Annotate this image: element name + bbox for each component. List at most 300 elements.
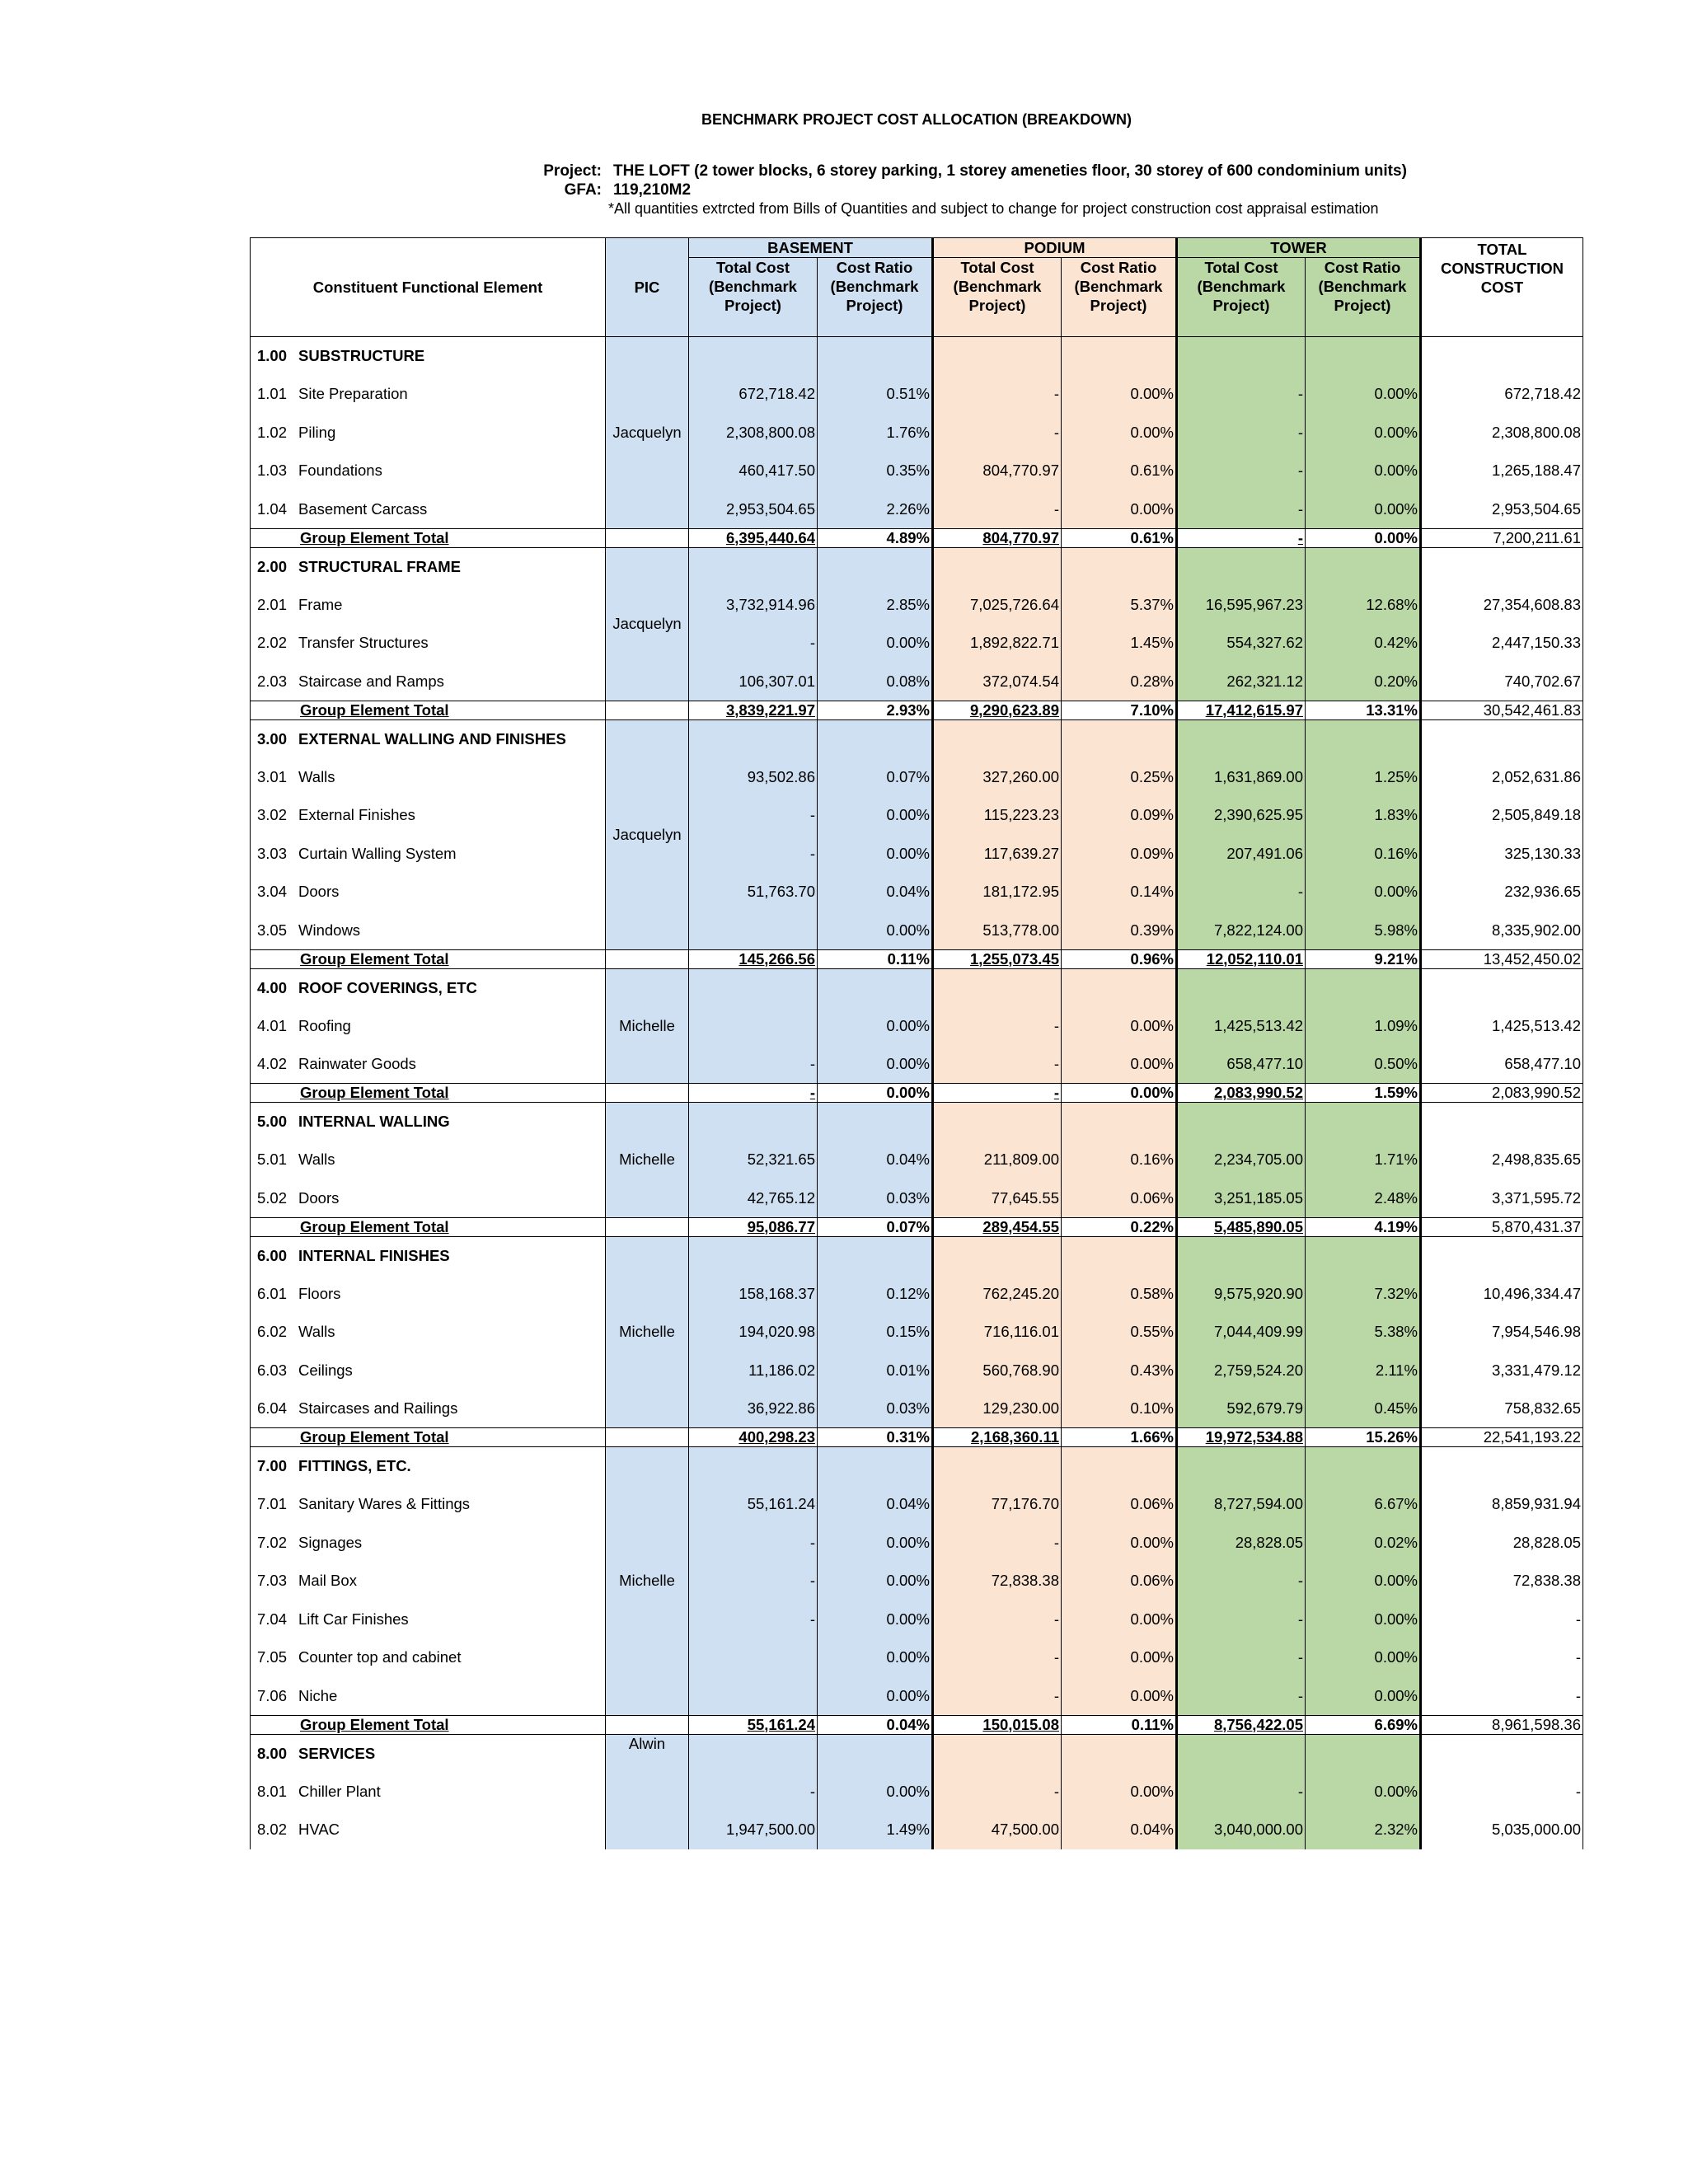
- basement-cost-ratio: 0.00%: [818, 1524, 933, 1563]
- group-total-basement-cost-ratio: 0.31%: [818, 1428, 933, 1447]
- table-row: [251, 1007, 1583, 1046]
- table-row: [251, 1352, 1583, 1390]
- podium-total-cost: -: [933, 1773, 1062, 1811]
- group-total-row: [251, 1217, 1583, 1236]
- empty-cell: [1062, 968, 1177, 1007]
- table-row: [251, 1179, 1583, 1218]
- group-total-row: [251, 528, 1583, 547]
- empty-cell: [1306, 1103, 1421, 1141]
- group-total-podium-cost-ratio: 0.11%: [1062, 1715, 1177, 1734]
- table-row: [251, 1141, 1583, 1179]
- element-name: Niche: [298, 1686, 338, 1704]
- element-cell: [251, 1352, 606, 1390]
- tower-cost-ratio: 0.42%: [1306, 624, 1421, 663]
- tower-cost-ratio: 1.25%: [1306, 758, 1421, 797]
- group-total-podium-total-cost: 1,255,073.45: [933, 949, 1062, 968]
- group-total-label: Group Element Total: [251, 949, 606, 968]
- basement-cost-ratio: 0.07%: [818, 758, 933, 797]
- header-tower-total-cost: Total Cost (Benchmark Project): [1177, 258, 1306, 337]
- element-cell: [251, 490, 606, 529]
- empty-cell: [1421, 547, 1583, 586]
- basement-cost-ratio: 2.26%: [818, 490, 933, 529]
- tower-cost-ratio: 0.00%: [1306, 1638, 1421, 1677]
- total-construction-cost: 7,954,546.98: [1421, 1313, 1583, 1352]
- group-heading: [251, 1447, 606, 1486]
- tower-cost-ratio: 0.00%: [1306, 375, 1421, 414]
- element-cell: [251, 452, 606, 490]
- group-total-row: [251, 1715, 1583, 1734]
- tower-total-cost: 16,595,967.23: [1177, 586, 1306, 625]
- element-name: Walls: [298, 1323, 335, 1341]
- basement-cost-ratio: 1.49%: [818, 1811, 933, 1849]
- podium-cost-ratio: 0.58%: [1062, 1275, 1177, 1314]
- group-total-label: Group Element Total: [251, 1217, 606, 1236]
- basement-total-cost: 52,321.65: [689, 1141, 818, 1179]
- element-code: 2.03: [257, 672, 288, 690]
- empty-cell: [1177, 337, 1306, 376]
- table-row: [251, 1638, 1583, 1677]
- group-total-podium-total-cost: -: [933, 1084, 1062, 1103]
- table-row: [251, 758, 1583, 797]
- tower-cost-ratio: 2.11%: [1306, 1352, 1421, 1390]
- project-value: THE LOFT (2 tower blocks, 6 storey parking, 1 storey ameneties floor, 30 storey of 600 condominium units): [613, 162, 1407, 180]
- header-tower-cost-ratio: Cost Ratio (Benchmark Project): [1306, 258, 1421, 337]
- element-code: 7.05: [257, 1648, 288, 1666]
- element-code: 3.05: [257, 921, 288, 939]
- total-construction-cost: 758,832.65: [1421, 1390, 1583, 1428]
- element-name: Transfer Structures: [298, 634, 429, 652]
- empty-cell: [1306, 1734, 1421, 1773]
- element-name: Floors: [298, 1284, 341, 1302]
- tower-cost-ratio: 0.02%: [1306, 1524, 1421, 1563]
- empty-cell: [689, 1103, 818, 1141]
- element-code: 8.01: [257, 1782, 288, 1800]
- empty-cell: [1421, 968, 1583, 1007]
- element-name: Counter top and cabinet: [298, 1648, 462, 1666]
- header-total-construction: TOTAL CONSTRUCTION COST: [1421, 238, 1583, 337]
- table-row: [251, 452, 1583, 490]
- group-total-label: Group Element Total: [251, 701, 606, 719]
- group-total-basement-cost-ratio: 0.00%: [818, 1084, 933, 1103]
- group-total-podium-total-cost: 289,454.55: [933, 1217, 1062, 1236]
- basement-cost-ratio: 0.00%: [818, 1007, 933, 1046]
- table-row: [251, 1601, 1583, 1639]
- tower-total-cost: -: [1177, 375, 1306, 414]
- tower-cost-ratio: 0.00%: [1306, 1601, 1421, 1639]
- group-pic: Michelle: [606, 1236, 689, 1428]
- podium-total-cost: -: [933, 1045, 1062, 1084]
- podium-cost-ratio: 0.00%: [1062, 1007, 1177, 1046]
- group-code: 6.00: [257, 1246, 288, 1264]
- empty-cell: [1421, 1236, 1583, 1275]
- group-pic: Michelle: [606, 1103, 689, 1218]
- group-total-tower-total-cost: 5,485,890.05: [1177, 1217, 1306, 1236]
- element-name: Sanitary Wares & Fittings: [298, 1495, 471, 1513]
- total-construction-cost: 740,702.67: [1421, 663, 1583, 701]
- element-cell: [251, 1638, 606, 1677]
- header-podium-total-cost: Total Cost (Benchmark Project): [933, 258, 1062, 337]
- element-cell: [251, 1524, 606, 1563]
- tower-cost-ratio: 0.00%: [1306, 490, 1421, 529]
- empty-cell: [933, 1447, 1062, 1486]
- group-pic: Jacquelyn: [606, 547, 689, 701]
- basement-cost-ratio: 0.51%: [818, 375, 933, 414]
- podium-cost-ratio: 0.39%: [1062, 912, 1177, 950]
- total-construction-cost: 232,936.65: [1421, 873, 1583, 912]
- table-row: [251, 624, 1583, 663]
- empty-cell: [1177, 1734, 1306, 1773]
- table-row: [251, 490, 1583, 529]
- basement-total-cost: 36,922.86: [689, 1390, 818, 1428]
- basement-cost-ratio: 0.00%: [818, 1773, 933, 1811]
- empty-cell: [1062, 719, 1177, 758]
- basement-cost-ratio: 0.03%: [818, 1179, 933, 1218]
- tower-cost-ratio: 0.00%: [1306, 873, 1421, 912]
- group-total-total-construction-cost: 22,541,193.22: [1421, 1428, 1583, 1447]
- group-total-tower-total-cost: 12,052,110.01: [1177, 949, 1306, 968]
- basement-cost-ratio: 0.03%: [818, 1390, 933, 1428]
- group-total-total-construction-cost: 5,870,431.37: [1421, 1217, 1583, 1236]
- element-code: 1.03: [257, 462, 288, 480]
- tower-total-cost: -: [1177, 873, 1306, 912]
- element-code: 7.01: [257, 1495, 288, 1513]
- element-name: HVAC: [298, 1821, 340, 1839]
- group-total-total-construction-cost: 30,542,461.83: [1421, 701, 1583, 719]
- element-name: Staircases and Railings: [298, 1399, 458, 1417]
- basement-total-cost: [689, 1638, 818, 1677]
- empty-cell: [1177, 1447, 1306, 1486]
- podium-total-cost: -: [933, 375, 1062, 414]
- group-code: 2.00: [257, 557, 288, 575]
- group-code: 8.00: [257, 1744, 288, 1762]
- element-name: Walls: [298, 767, 335, 785]
- empty-cell: [1306, 1447, 1421, 1486]
- basement-cost-ratio: 0.00%: [818, 1638, 933, 1677]
- table-row: [251, 1313, 1583, 1352]
- podium-total-cost: 181,172.95: [933, 873, 1062, 912]
- group-total-label: Group Element Total: [251, 528, 606, 547]
- empty-cell: [1177, 968, 1306, 1007]
- group-total-tower-cost-ratio: 4.19%: [1306, 1217, 1421, 1236]
- table-row: [251, 1524, 1583, 1563]
- table-row: [251, 1045, 1583, 1084]
- podium-cost-ratio: 0.10%: [1062, 1390, 1177, 1428]
- tower-total-cost: 8,727,594.00: [1177, 1485, 1306, 1524]
- podium-cost-ratio: 0.00%: [1062, 1601, 1177, 1639]
- podium-total-cost: 115,223.23: [933, 796, 1062, 835]
- group-total-total-construction-cost: 2,083,990.52: [1421, 1084, 1583, 1103]
- group-code: 7.00: [257, 1457, 288, 1474]
- group-total-label: Group Element Total: [251, 1428, 606, 1447]
- empty-cell: [1062, 337, 1177, 376]
- podium-total-cost: -: [933, 1601, 1062, 1639]
- header-basement-total-cost: Total Cost (Benchmark Project): [689, 258, 818, 337]
- element-code: 5.02: [257, 1188, 288, 1207]
- group-heading: [251, 1236, 606, 1275]
- basement-cost-ratio: 2.85%: [818, 586, 933, 625]
- tower-cost-ratio: 0.00%: [1306, 1562, 1421, 1601]
- group-code: 4.00: [257, 978, 288, 996]
- total-construction-cost: 658,477.10: [1421, 1045, 1583, 1084]
- element-code: 1.04: [257, 499, 288, 518]
- total-construction-cost: -: [1421, 1638, 1583, 1677]
- total-construction-cost: 2,505,849.18: [1421, 796, 1583, 835]
- empty-cell: [933, 1236, 1062, 1275]
- basement-total-cost: 3,732,914.96: [689, 586, 818, 625]
- basement-total-cost: 1,947,500.00: [689, 1811, 818, 1849]
- group-total-basement-cost-ratio: 2.93%: [818, 701, 933, 719]
- table-row: [251, 796, 1583, 835]
- tower-total-cost: -: [1177, 1638, 1306, 1677]
- basement-total-cost: -: [689, 796, 818, 835]
- element-cell: [251, 414, 606, 452]
- element-code: 6.03: [257, 1361, 288, 1379]
- group-pic: Michelle: [606, 1447, 689, 1716]
- tower-total-cost: 658,477.10: [1177, 1045, 1306, 1084]
- empty-cell: [1177, 547, 1306, 586]
- basement-total-cost: 158,168.37: [689, 1275, 818, 1314]
- empty-cell: [689, 337, 818, 376]
- basement-total-cost: 55,161.24: [689, 1485, 818, 1524]
- podium-total-cost: 211,809.00: [933, 1141, 1062, 1179]
- header-tower: TOWER: [1177, 238, 1421, 258]
- podium-cost-ratio: 0.00%: [1062, 1773, 1177, 1811]
- tower-total-cost: 554,327.62: [1177, 624, 1306, 663]
- empty-cell: [1062, 1236, 1177, 1275]
- podium-total-cost: -: [933, 1638, 1062, 1677]
- empty-cell: [1306, 968, 1421, 1007]
- podium-cost-ratio: 1.45%: [1062, 624, 1177, 663]
- podium-cost-ratio: 0.04%: [1062, 1811, 1177, 1849]
- basement-cost-ratio: 0.00%: [818, 1045, 933, 1084]
- total-construction-cost: 72,838.38: [1421, 1562, 1583, 1601]
- element-cell: [251, 586, 606, 625]
- podium-total-cost: 762,245.20: [933, 1275, 1062, 1314]
- group-total-basement-total-cost: 55,161.24: [689, 1715, 818, 1734]
- basement-cost-ratio: 0.00%: [818, 912, 933, 950]
- basement-cost-ratio: 0.00%: [818, 1601, 933, 1639]
- podium-total-cost: -: [933, 490, 1062, 529]
- tower-cost-ratio: 1.83%: [1306, 796, 1421, 835]
- tower-total-cost: -: [1177, 1677, 1306, 1716]
- podium-cost-ratio: 0.43%: [1062, 1352, 1177, 1390]
- tower-cost-ratio: 0.16%: [1306, 835, 1421, 874]
- empty-cell: [1062, 547, 1177, 586]
- empty-cell: [1421, 1103, 1583, 1141]
- podium-cost-ratio: 0.06%: [1062, 1562, 1177, 1601]
- group-total-pic-cell: [606, 1084, 689, 1103]
- group-total-tower-cost-ratio: 0.00%: [1306, 528, 1421, 547]
- element-name: Basement Carcass: [298, 499, 428, 518]
- element-name: Doors: [298, 1188, 340, 1207]
- empty-cell: [1062, 1103, 1177, 1141]
- empty-cell: [818, 719, 933, 758]
- group-pic: Alwin: [606, 1734, 689, 1849]
- podium-cost-ratio: 0.00%: [1062, 1677, 1177, 1716]
- element-cell: [251, 1390, 606, 1428]
- podium-cost-ratio: 0.16%: [1062, 1141, 1177, 1179]
- basement-cost-ratio: 0.12%: [818, 1275, 933, 1314]
- tower-total-cost: -: [1177, 1601, 1306, 1639]
- total-construction-cost: -: [1421, 1601, 1583, 1639]
- element-cell: [251, 1141, 606, 1179]
- basement-total-cost: 106,307.01: [689, 663, 818, 701]
- empty-cell: [933, 337, 1062, 376]
- element-name: Lift Car Finishes: [298, 1610, 409, 1628]
- podium-total-cost: 7,025,726.64: [933, 586, 1062, 625]
- podium-cost-ratio: 0.00%: [1062, 414, 1177, 452]
- group-pic: Jacquelyn: [606, 719, 689, 949]
- tower-total-cost: -: [1177, 490, 1306, 529]
- podium-total-cost: -: [933, 414, 1062, 452]
- group-total-podium-cost-ratio: 0.00%: [1062, 1084, 1177, 1103]
- element-cell: [251, 1485, 606, 1524]
- total-construction-cost: 10,496,334.47: [1421, 1275, 1583, 1314]
- element-cell: [251, 1773, 606, 1811]
- empty-cell: [689, 1734, 818, 1773]
- basement-cost-ratio: 0.04%: [818, 873, 933, 912]
- group-total-pic-cell: [606, 528, 689, 547]
- podium-total-cost: 1,892,822.71: [933, 624, 1062, 663]
- element-code: 7.03: [257, 1572, 288, 1590]
- group-heading-row: [251, 1447, 1583, 1486]
- basement-total-cost: -: [689, 1524, 818, 1563]
- element-cell: [251, 1007, 606, 1046]
- element-code: 4.01: [257, 1016, 288, 1034]
- basement-total-cost: 2,308,800.08: [689, 414, 818, 452]
- element-name: Piling: [298, 423, 336, 441]
- basement-total-cost: [689, 1007, 818, 1046]
- element-code: 3.03: [257, 844, 288, 862]
- group-heading: [251, 337, 606, 376]
- total-construction-cost: 2,052,631.86: [1421, 758, 1583, 797]
- podium-total-cost: -: [933, 1677, 1062, 1716]
- element-code: 6.01: [257, 1284, 288, 1302]
- basement-total-cost: -: [689, 1045, 818, 1084]
- group-total-tower-cost-ratio: 13.31%: [1306, 701, 1421, 719]
- total-construction-cost: 1,425,513.42: [1421, 1007, 1583, 1046]
- podium-cost-ratio: 5.37%: [1062, 586, 1177, 625]
- empty-cell: [1177, 719, 1306, 758]
- group-total-row: [251, 949, 1583, 968]
- header-podium-cost-ratio: Cost Ratio (Benchmark Project): [1062, 258, 1177, 337]
- element-cell: [251, 663, 606, 701]
- tower-total-cost: 7,822,124.00: [1177, 912, 1306, 950]
- basement-total-cost: 672,718.42: [689, 375, 818, 414]
- empty-cell: [933, 1103, 1062, 1141]
- group-total-tower-cost-ratio: 6.69%: [1306, 1715, 1421, 1734]
- podium-total-cost: 560,768.90: [933, 1352, 1062, 1390]
- group-total-tower-total-cost: 8,756,422.05: [1177, 1715, 1306, 1734]
- element-code: 6.02: [257, 1323, 288, 1341]
- basement-cost-ratio: 0.15%: [818, 1313, 933, 1352]
- tower-total-cost: -: [1177, 414, 1306, 452]
- total-construction-cost: 325,130.33: [1421, 835, 1583, 874]
- tower-total-cost: 592,679.79: [1177, 1390, 1306, 1428]
- group-total-tower-cost-ratio: 9.21%: [1306, 949, 1421, 968]
- podium-total-cost: 513,778.00: [933, 912, 1062, 950]
- total-construction-cost: -: [1421, 1677, 1583, 1716]
- basement-total-cost: 51,763.70: [689, 873, 818, 912]
- empty-cell: [689, 719, 818, 758]
- podium-cost-ratio: 0.00%: [1062, 490, 1177, 529]
- group-heading-row: [251, 968, 1583, 1007]
- podium-total-cost: 72,838.38: [933, 1562, 1062, 1601]
- element-name: Signages: [298, 1533, 363, 1551]
- tower-total-cost: 1,631,869.00: [1177, 758, 1306, 797]
- group-code: 3.00: [257, 729, 288, 748]
- podium-total-cost: 77,645.55: [933, 1179, 1062, 1218]
- element-name: External Finishes: [298, 806, 415, 824]
- empty-cell: [689, 968, 818, 1007]
- element-name: Doors: [298, 883, 340, 901]
- group-total-pic-cell: [606, 701, 689, 719]
- podium-total-cost: 716,116.01: [933, 1313, 1062, 1352]
- element-name: Staircase and Ramps: [298, 672, 444, 690]
- group-total-podium-cost-ratio: 1.66%: [1062, 1428, 1177, 1447]
- group-name: ROOF COVERINGS, ETC: [298, 978, 477, 996]
- podium-cost-ratio: 0.28%: [1062, 663, 1177, 701]
- empty-cell: [1306, 1236, 1421, 1275]
- table-row: [251, 414, 1583, 452]
- element-code: 6.04: [257, 1399, 288, 1417]
- group-total-tower-total-cost: 2,083,990.52: [1177, 1084, 1306, 1103]
- element-cell: [251, 1562, 606, 1601]
- tower-cost-ratio: 0.00%: [1306, 452, 1421, 490]
- total-construction-cost: 8,859,931.94: [1421, 1485, 1583, 1524]
- group-total-pic-cell: [606, 949, 689, 968]
- empty-cell: [689, 1236, 818, 1275]
- podium-total-cost: 117,639.27: [933, 835, 1062, 874]
- group-total-podium-total-cost: 9,290,623.89: [933, 701, 1062, 719]
- header-element: Constituent Functional Element: [251, 238, 606, 337]
- table-row: [251, 586, 1583, 625]
- gfa-label: GFA:: [564, 181, 602, 199]
- tower-total-cost: 3,040,000.00: [1177, 1811, 1306, 1849]
- element-name: Windows: [298, 921, 361, 939]
- podium-cost-ratio: 0.09%: [1062, 835, 1177, 874]
- empty-cell: [818, 1236, 933, 1275]
- group-total-label: Group Element Total: [251, 1084, 606, 1103]
- basement-total-cost: -: [689, 624, 818, 663]
- podium-cost-ratio: 0.25%: [1062, 758, 1177, 797]
- group-code: 5.00: [257, 1113, 288, 1130]
- total-construction-cost: 3,371,595.72: [1421, 1179, 1583, 1218]
- tower-cost-ratio: 0.50%: [1306, 1045, 1421, 1084]
- tower-total-cost: -: [1177, 1562, 1306, 1601]
- element-cell: [251, 1275, 606, 1314]
- element-name: Foundations: [298, 462, 382, 480]
- empty-cell: [1062, 1734, 1177, 1773]
- total-construction-cost: 3,331,479.12: [1421, 1352, 1583, 1390]
- group-heading-row: [251, 337, 1583, 376]
- group-heading-row: [251, 1236, 1583, 1275]
- podium-total-cost: 77,176.70: [933, 1485, 1062, 1524]
- empty-cell: [933, 719, 1062, 758]
- podium-cost-ratio: 0.06%: [1062, 1485, 1177, 1524]
- element-cell: [251, 1313, 606, 1352]
- tower-cost-ratio: 1.71%: [1306, 1141, 1421, 1179]
- basement-total-cost: -: [689, 1601, 818, 1639]
- group-total-podium-cost-ratio: 0.61%: [1062, 528, 1177, 547]
- empty-cell: [1177, 1236, 1306, 1275]
- group-heading-row: [251, 547, 1583, 586]
- podium-cost-ratio: 0.06%: [1062, 1179, 1177, 1218]
- basement-cost-ratio: 1.76%: [818, 414, 933, 452]
- table-row: [251, 663, 1583, 701]
- empty-cell: [818, 1734, 933, 1773]
- group-total-basement-total-cost: -: [689, 1084, 818, 1103]
